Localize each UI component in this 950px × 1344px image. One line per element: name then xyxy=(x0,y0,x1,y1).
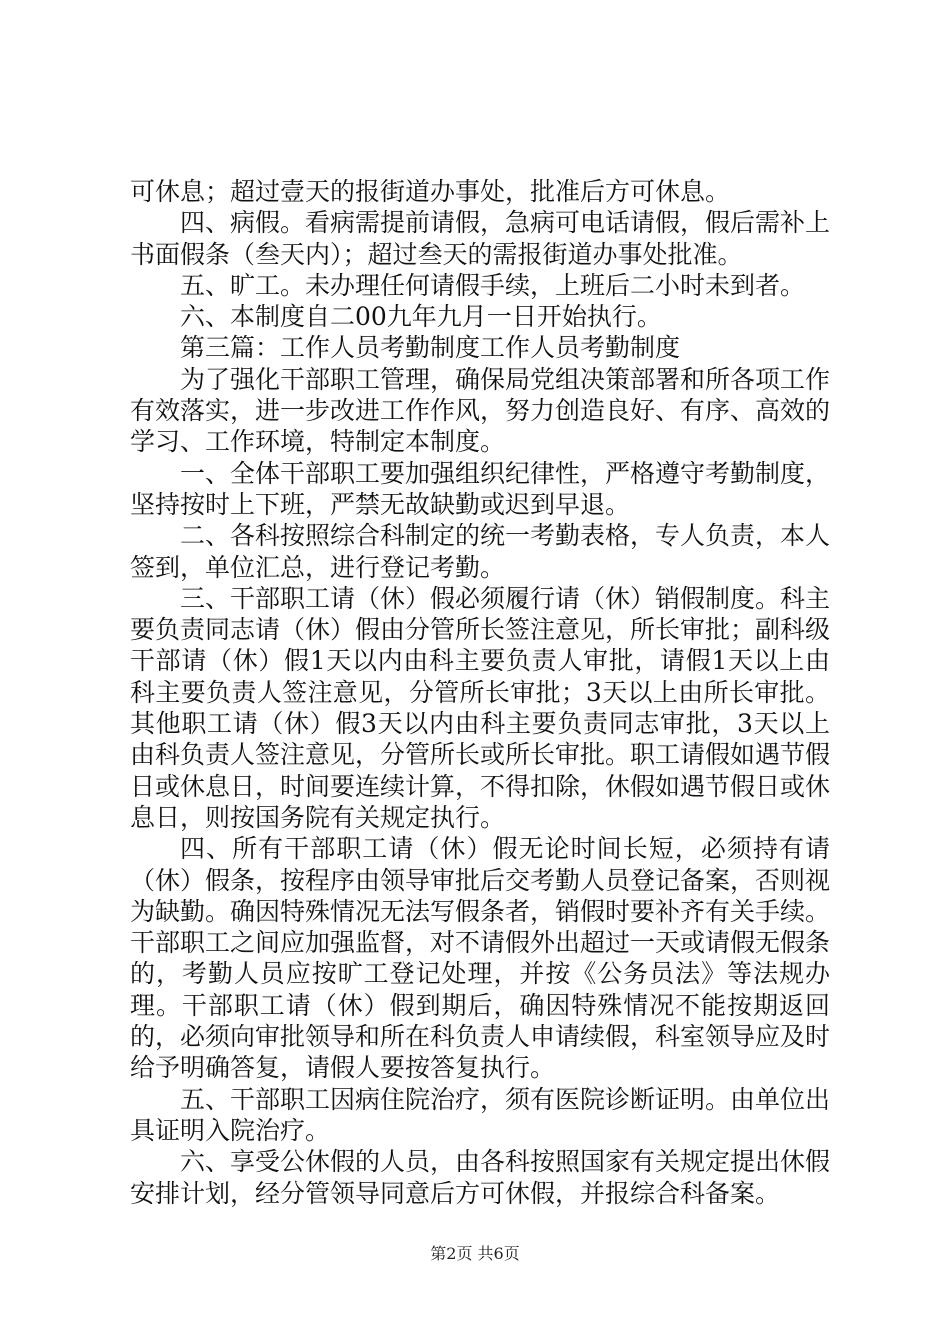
section-heading: 第三篇：工作人员考勤制度工作人员考勤制度 xyxy=(180,333,681,363)
paragraph-effective-date: 六、本制度自二00九年九月一日开始执行。 xyxy=(180,302,662,332)
page-number-footer: 第2页 共6页 xyxy=(430,1244,520,1263)
paragraph-rule-6: 六、享受公休假的人员，由各科按照国家有关规定提出休假安排计划，经分管领导同意后方可休假，并报综合科备案。 xyxy=(130,1147,831,1208)
paragraph-rule-4: 四、所有干部职工请（休）假无论时间长短，必须持有请（休）假条，按程序由领导审批后交考勤人员登记备案，否则视为缺勤。确因特殊情况无法写假条者，销假时要补齐有关手续。干部职工之间应加强监督，对不请假外出超过一天或请假无假条的，考勤人员应按旷工登记处理，并按《公务员法》等法规办理。干部职工请（休）假到期后，确因特殊情况不能按期返回的，必须向审批领导和所在科负责人申请续假，科室领导应及时给予明确答复，请假人要按答复执行。 xyxy=(130,834,831,1083)
paragraph-absenteeism: 五、旷工。未办理任何请假手续，上班后二小时未到者。 xyxy=(180,270,806,300)
paragraph-sick-leave: 四、病假。看病需提前请假，急病可电话请假，假后需补上书面假条（叁天内）；超过叁天的需报街道办事处批准。 xyxy=(130,208,831,269)
paragraph-continuation: 可休息；超过壹天的报街道办事处，批准后方可休息。 xyxy=(130,177,731,206)
paragraph-rule-2: 二、各科按照综合科制定的统一考勤表格，专人负责，本人签到，单位汇总，进行登记考勤。 xyxy=(130,521,831,582)
paragraph-rule-5: 五、干部职工因病住院治疗，须有医院诊断证明。由单位出具证明入院治疗。 xyxy=(130,1084,831,1145)
paragraph-purpose: 为了强化干部职工管理，确保局党组决策部署和所各项工作有效落实，进一步改进工作作风，努力创造良好、有序、高效的学习、工作环境，特制定本制度。 xyxy=(130,364,831,457)
paragraph-rule-3: 三、干部职工请（休）假必须履行请（休）销假制度。科主要负责同志请（休）假由分管所长签注意见，所长审批；副科级干部请（休）假1天以内由科主要负责人审批，请假1天以上由科主要负责人签注意见，分管所长审批；3天以上由所长审批。其他职工请（休）假3天以内由科主要负责同志审批，3天以上由科负责人签注意见，分管所长或所长审批。职工请假如遇节假日或休息日，时间要连续计算，不得扣除，休假如遇节假日或休息日，则按国务院有关规定执行。 xyxy=(130,583,831,832)
document-body xyxy=(130,176,830,1209)
paragraph-rule-1: 一、全体干部职工要加强组织纪律性，严格遵守考勤制度，坚持按时上下班，严禁无故缺勤或迟到早退。 xyxy=(130,458,831,519)
